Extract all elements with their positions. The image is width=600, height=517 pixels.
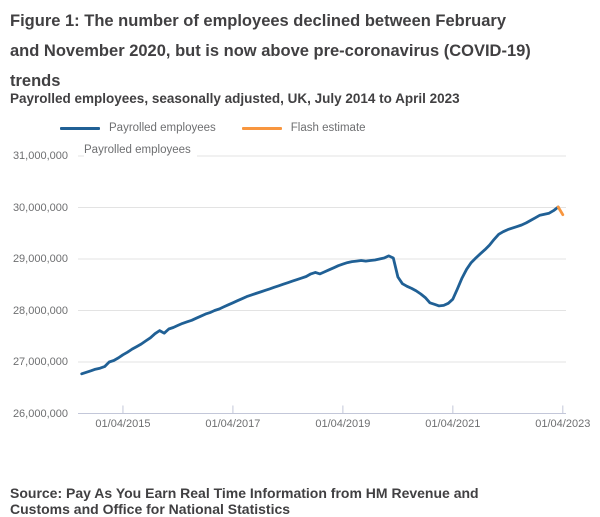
x-tick-label: 01/04/2017 [205,418,261,430]
y-tick-label: 26,000,000 [12,407,68,420]
x-tick-label: 01/04/2019 [315,418,371,430]
y-tick-label: 27,000,000 [12,356,68,368]
y-tick-label: 29,000,000 [12,253,68,265]
figure-title-line-2: and November 2020, but is now above pre-coronavirus (COVID-19) [10,42,531,60]
source-text-clipped: Customs and Office for National Statistics [10,501,291,517]
figure-subtitle: Payrolled employees, seasonally adjusted, UK, July 2014 to April 2023 [10,91,460,106]
x-tick-label: 01/04/2015 [95,418,151,430]
y-tick-label: 28,000,000 [12,304,68,317]
figure-title-line-1: Figure 1: The number of employees declined between February [10,12,507,30]
figure-title-line-3: trends [10,72,61,90]
legend-label-flash-estimate: Flash estimate [290,122,366,134]
source-text: Source: Pay As You Earn Real Time Information from HM Revenue and [10,485,479,501]
flash-estimate-line [558,207,563,215]
legend-label-payrolled-employees: Payrolled employees [109,122,216,134]
x-tick-label: 01/04/2023 [535,418,591,430]
y-tick-label: 31,000,000 [12,150,68,162]
payrolled-employees-line [82,207,559,374]
x-tick-label: 01/04/2021 [425,418,481,430]
y-tick-label: 30,000,000 [12,201,68,214]
y-axis-title: Payrolled employees [84,144,197,158]
